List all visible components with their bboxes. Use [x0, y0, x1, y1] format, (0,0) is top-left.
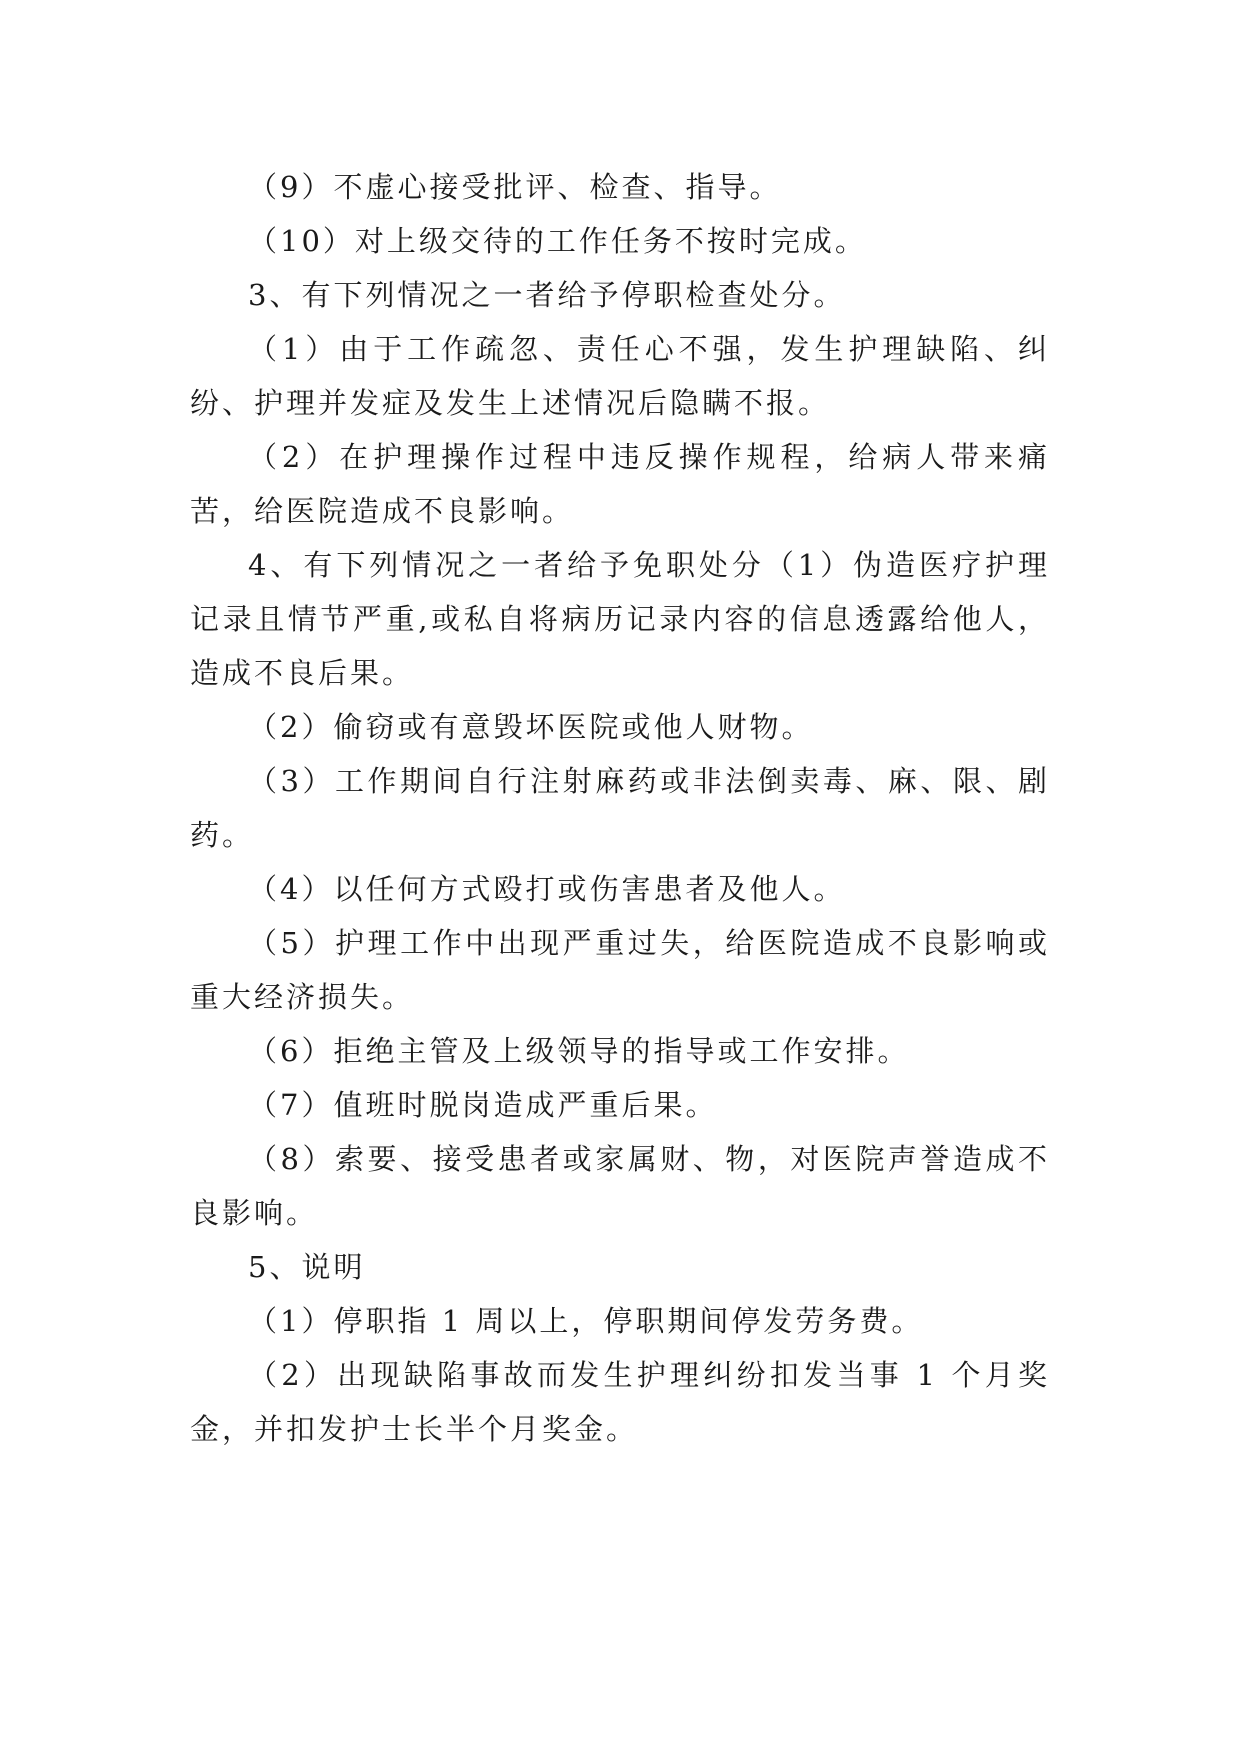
paragraph-s4-item-3: （3）工作期间自行注射麻药或非法倒卖毒、麻、限、剧药。 [190, 764, 1050, 852]
paragraph-s4-item-2: （2）偷窃或有意毁坏医院或他人财物。 [248, 710, 814, 744]
paragraph-s5-item-2: （2）出现缺陷事故而发生护理纠纷扣发当事 1 个月奖金，并扣发护士长半个月奖金。 [190, 1358, 1050, 1446]
paragraph-s5-item-1: （1）停职指 1 周以上，停职期间停发劳务费。 [248, 1304, 924, 1338]
document-body [190, 160, 1050, 1456]
paragraph-s3-item-1: （1）由于工作疏忽、责任心不强，发生护理缺陷、纠纷、护理并发症及发生上述情况后隐瞒不报。 [190, 332, 1050, 420]
paragraph-item-9: （9）不虚心接受批评、检查、指导。 [248, 170, 782, 204]
paragraph-s4-item-8: （8）索要、接受患者或家属财、物，对医院声誉造成不良影响。 [190, 1142, 1050, 1230]
paragraph-s4-item-6: （6）拒绝主管及上级领导的指导或工作安排。 [248, 1034, 910, 1068]
paragraph-item-10: （10）对上级交待的工作任务不按时完成。 [248, 224, 867, 258]
paragraph-s4-item-5: （5）护理工作中出现严重过失，给医院造成不良影响或重大经济损失。 [190, 926, 1050, 1014]
section-heading-4: 4、有下列情况之一者给予免职处分（1）伪造医疗护理记录且情节严重,或私自将病历记录内容的信息透露给他人，造成不良后果。 [190, 548, 1050, 690]
section-heading-3: 3、有下列情况之一者给予停职检查处分。 [248, 278, 846, 312]
paragraph-s4-item-7: （7）值班时脱岗造成严重后果。 [248, 1088, 718, 1122]
paragraph-s3-item-2: （2）在护理操作过程中违反操作规程，给病人带来痛苦，给医院造成不良影响。 [190, 440, 1050, 528]
paragraph-s4-item-4: （4）以任何方式殴打或伤害患者及他人。 [248, 872, 846, 906]
section-heading-5: 5、说明 [248, 1250, 366, 1284]
